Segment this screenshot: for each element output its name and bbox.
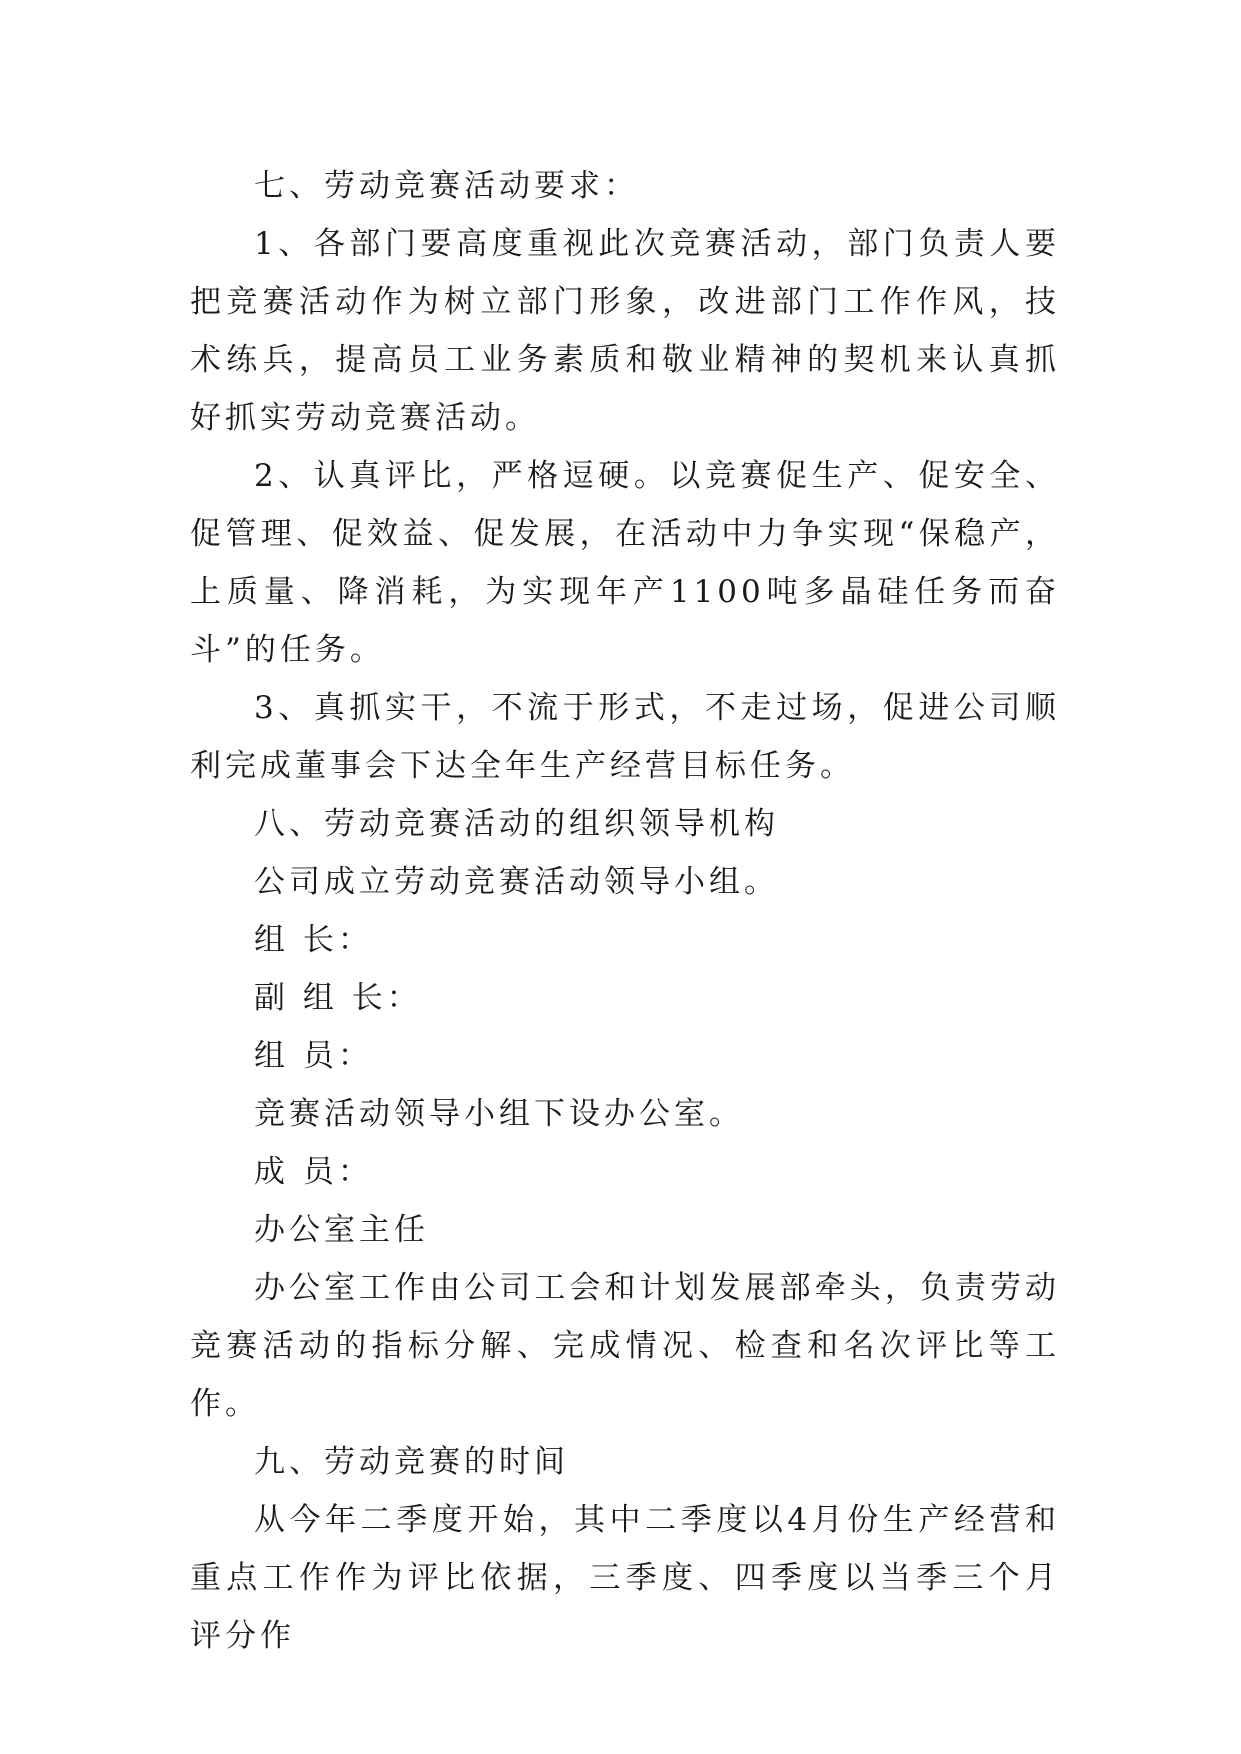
office-setup-line: 竞赛活动领导小组下设办公室。 (254, 1096, 744, 1132)
document-body (190, 157, 1060, 1665)
office-director-line: 办公室主任 (254, 1212, 429, 1248)
members-line: 组 员： (254, 1038, 373, 1074)
section-heading-requirements: 七、劳动竞赛活动要求： (254, 168, 639, 204)
organization-intro: 公司成立劳动竞赛活动领导小组。 (254, 864, 779, 900)
section-heading-organization: 八、劳动竞赛活动的组织领导机构 (254, 806, 779, 842)
office-duties-paragraph: 办公室工作由公司工会和计划发展部牵头，负责劳动竞赛活动的指标分解、完成情况、检查和名次评比等工作。 (190, 1270, 1060, 1422)
requirement-item-2: 2、认真评比，严格逗硬。以竞赛促生产、促安全、促管理、促效益、促发展，在活动中力争实现“保稳产，上质量、降消耗，为实现年产1100吨多晶硅任务而奋斗”的任务。 (190, 458, 1060, 668)
requirement-item-3: 3、真抓实干，不流于形式，不走过场，促进公司顺利完成董事会下达全年生产经营目标任务。 (190, 690, 1060, 784)
section-heading-timing: 九、劳动竞赛的时间 (254, 1444, 569, 1480)
leader-line: 组 长： (254, 922, 373, 958)
office-members-line: 成 员： (254, 1154, 373, 1190)
requirement-item-1: 1、各部门要高度重视此次竞赛活动，部门负责人要把竞赛活动作为树立部门形象，改进部门工作作风，技术练兵，提高员工业务素质和敬业精神的契机来认真抓好抓实劳动竞赛活动。 (190, 226, 1060, 436)
deputy-leader-line: 副 组 长： (254, 980, 422, 1016)
timing-paragraph: 从今年二季度开始，其中二季度以4月份生产经营和重点工作作为评比依据，三季度、四季度以当季三个月评分作 (190, 1502, 1060, 1654)
